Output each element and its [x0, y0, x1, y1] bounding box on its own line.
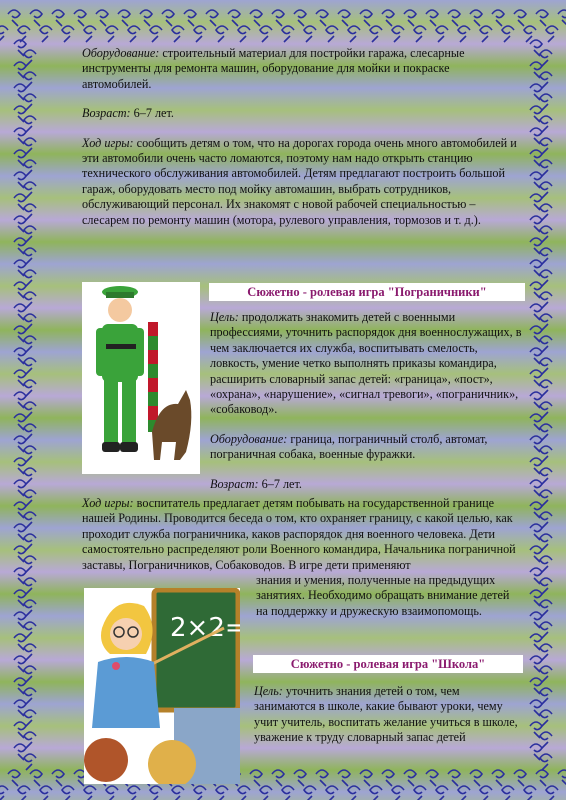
page-text [82, 46, 522, 228]
ornament-curl [530, 436, 542, 452]
ornament-curl [540, 358, 552, 374]
ornament-curl [238, 786, 250, 800]
ornament-curl [14, 84, 26, 100]
ornament-curl [540, 72, 552, 88]
ornament-curl [172, 786, 184, 800]
ornament-curl [348, 26, 360, 42]
border-guards-side-text [210, 310, 522, 492]
ornament-curl [14, 722, 26, 738]
ornament-curl [14, 282, 26, 298]
ornament-curl [348, 786, 360, 800]
ornament-curl [14, 678, 26, 694]
ornament-curl [14, 524, 26, 540]
ornament-curl [24, 314, 36, 330]
ornament-curl [458, 786, 470, 800]
ornament-curl [118, 10, 130, 26]
ornament-curl [458, 26, 470, 42]
ornament-curl [14, 458, 26, 474]
course-paragraph-2-cont: знания и умения, полученные на предыдущих занятиях. Необходимо обращать внимание детей на поддержку и дружескую взаимопомощь. [256, 573, 510, 618]
ornament-curl [524, 786, 536, 800]
ornament-curl [326, 786, 338, 800]
ornament-curl [24, 710, 36, 726]
ornament-curl [8, 770, 20, 786]
ornament-curl [540, 94, 552, 110]
ornament-curl [492, 10, 504, 26]
ornament-curl [24, 292, 36, 308]
ornament-curl [530, 678, 542, 694]
ornament-curl [470, 10, 482, 26]
ornament-curl [540, 314, 552, 330]
ornament-curl [530, 326, 542, 342]
ornament-curl [14, 348, 26, 364]
ornament-curl [414, 786, 426, 800]
ornament-curl [14, 480, 26, 496]
title-school: Сюжетно - ролевая игра "Школа" [253, 655, 523, 673]
ornament-curl [540, 512, 552, 528]
ornament-curl [24, 160, 36, 176]
ornament-curl [370, 26, 382, 42]
ornament-curl [540, 402, 552, 418]
ornament-curl [530, 304, 542, 320]
ornament-curl [540, 204, 552, 220]
ornament-curl [530, 128, 542, 144]
ornament-curl [14, 150, 26, 166]
ornament-curl [540, 116, 552, 132]
ornament-curl [96, 10, 108, 26]
ornament-curl [530, 40, 542, 56]
ornament-curl [426, 770, 438, 786]
ornament-curl [530, 524, 542, 540]
course-paragraph-2: Ход игры: воспитатель предлагает детям побывать на государственной границе нашей Родины. Проводится беседа о том, кто охраняет границу, с какой целью, как проходит служба пограничника, каков распорядок дня военного человека. Дети самостоятельно распределяют роли Военного командира, Начальника пограничной заставы, Пограничников, Собаководов. В игре дети применяют [82, 496, 516, 572]
ornament-curl [540, 424, 552, 440]
ornament-curl [14, 62, 26, 78]
ornament-curl [514, 770, 526, 786]
ornament-curl [282, 786, 294, 800]
ornament-curl [260, 26, 272, 42]
ornament-curl [24, 380, 36, 396]
ornament-curl [14, 326, 26, 342]
ornament-curl [14, 194, 26, 210]
ornament-curl [52, 10, 64, 26]
ornament-curl [540, 622, 552, 638]
ornament-curl [540, 182, 552, 198]
ornament-curl [540, 534, 552, 550]
ornament-curl [24, 204, 36, 220]
ornament-curl [150, 786, 162, 800]
ornament-curl [304, 786, 316, 800]
ornament-curl [448, 770, 460, 786]
ornament-curl [530, 392, 542, 408]
ornament-curl [24, 534, 36, 550]
ornament-curl [540, 732, 552, 748]
ornament-curl [294, 770, 306, 786]
ornament-curl [294, 10, 306, 26]
ornament-curl [184, 10, 196, 26]
ornament-curl [272, 770, 284, 786]
ornament-curl [540, 50, 552, 66]
ornament-curl [540, 292, 552, 308]
ornament-curl [24, 72, 36, 88]
ornament-curl [530, 700, 542, 716]
ornament-curl [540, 138, 552, 154]
ornament-curl [530, 348, 542, 364]
ornament-curl [530, 370, 542, 386]
ornament-curl [540, 754, 552, 770]
ornament-curl [414, 26, 426, 42]
ornament-curl [492, 770, 504, 786]
ornament-curl [326, 26, 338, 42]
ornament-curl [14, 414, 26, 430]
age-paragraph-2: Возраст: 6–7 лет. [210, 476, 302, 491]
ornament-curl [382, 10, 394, 26]
ornament-curl [216, 26, 228, 42]
ornament-curl [40, 26, 52, 42]
ornament-curl [140, 10, 152, 26]
ornament-curl [404, 770, 416, 786]
ornament-curl [530, 546, 542, 562]
ornament-curl [14, 260, 26, 276]
ornament-curl [172, 26, 184, 42]
ornament-curl [24, 666, 36, 682]
ornament-curl [540, 336, 552, 352]
ornament-curl [546, 26, 558, 42]
ornament-curl [530, 480, 542, 496]
ornament-curl [540, 380, 552, 396]
ornament-curl [502, 26, 514, 42]
ornament-curl [106, 786, 118, 800]
ornament-curl [558, 10, 566, 26]
ornament-curl [24, 644, 36, 660]
ornament-curl [540, 468, 552, 484]
ornament-curl [24, 600, 36, 616]
ornament-curl [24, 182, 36, 198]
ornament-curl [14, 128, 26, 144]
ornament-curl [14, 304, 26, 320]
ornament-curl [514, 10, 526, 26]
ornament-curl [24, 490, 36, 506]
ornament-curl [238, 26, 250, 42]
ornament-curl [14, 700, 26, 716]
ornament-curl [14, 216, 26, 232]
ornament-curl [540, 600, 552, 616]
ornament-curl [338, 770, 350, 786]
ornament-curl [14, 656, 26, 672]
ornament-curl [392, 26, 404, 42]
ornament-curl [540, 270, 552, 286]
ornament-curl [14, 590, 26, 606]
ornament-curl [24, 248, 36, 264]
ornament-curl [540, 248, 552, 264]
ornament-curl [14, 436, 26, 452]
ornament-curl [540, 446, 552, 462]
ornament-curl [250, 770, 262, 786]
ornament-curl [470, 770, 482, 786]
ornament-curl [24, 622, 36, 638]
ornament-curl [524, 26, 536, 42]
ornament-curl [24, 270, 36, 286]
ornament-curl [14, 744, 26, 760]
ornament-curl [540, 644, 552, 660]
ornament-curl [24, 446, 36, 462]
ornament-curl [14, 546, 26, 562]
ornament-curl [448, 10, 460, 26]
ornament-curl [304, 26, 316, 42]
ornament-curl [480, 786, 492, 800]
ornament-curl [558, 770, 566, 786]
ornament-curl [546, 786, 558, 800]
title-border-guards: Сюжетно - ролевая игра "Пограничники" [209, 283, 525, 301]
ornament-curl [530, 260, 542, 276]
ornament-curl [530, 172, 542, 188]
ornament-curl [14, 238, 26, 254]
ornament-curl [40, 786, 52, 800]
ornament-curl [540, 710, 552, 726]
ornament-curl [24, 754, 36, 770]
ornament-curl [150, 26, 162, 42]
ornament-curl [360, 770, 372, 786]
ornament-curl [360, 10, 372, 26]
ornament-curl [14, 40, 26, 56]
ornament-curl [530, 568, 542, 584]
equipment-paragraph-1: Оборудование: строительный материал для постройки гаража, слесарные инструменты для ремонта машин, оборудование для мойки и покраске автомобилей. [82, 46, 465, 91]
ornament-curl [128, 26, 140, 42]
ornament-curl [84, 786, 96, 800]
ornament-curl [250, 10, 262, 26]
ornament-curl [24, 94, 36, 110]
ornament-curl [530, 282, 542, 298]
ornament-curl [24, 732, 36, 748]
ornament-curl [338, 10, 350, 26]
ornament-curl [530, 590, 542, 606]
goal-paragraph-2: Цель: продолжать знакомить детей с военными профессиями, уточнить распорядок дня военнослужащих, в чем заключается их служба, воспитывать смелость, ловкость, умение четко выполнять приказы командира, расширить словарный запас детей: «граница», «пост», «охрана», «нарушение», «сигнал тревоги», «пограничник», «собаковод». [210, 310, 522, 417]
ornament-curl [530, 84, 542, 100]
ornament-curl [24, 116, 36, 132]
ornament-curl [530, 612, 542, 628]
ornament-curl [436, 786, 448, 800]
ornament-curl [30, 770, 42, 786]
age-paragraph-1: Возраст: 6–7 лет. [82, 106, 174, 121]
ornament-curl [480, 26, 492, 42]
ornament-curl [24, 402, 36, 418]
ornament-curl [24, 336, 36, 352]
ornament-curl [14, 172, 26, 188]
ornament-curl [370, 786, 382, 800]
ornament-curl [14, 106, 26, 122]
border-guard-illustration [82, 282, 200, 474]
ornament-curl [316, 10, 328, 26]
ornament-curl [530, 502, 542, 518]
ornament-curl [382, 770, 394, 786]
ornament-curl [52, 770, 64, 786]
board-text: 2×2= [170, 613, 240, 643]
ornament-curl [540, 666, 552, 682]
ornament-curl [530, 150, 542, 166]
goal-paragraph-3: Цель: уточнить знания детей о том, чем занимаются в школе, какие бывают уроки, чему учит учитель, воспитать желание учиться в школе, уважение к труду словарный запас детей [254, 684, 518, 745]
ornament-curl [260, 786, 272, 800]
ornament-curl [14, 634, 26, 650]
ornament-curl [530, 634, 542, 650]
ornament-curl [162, 10, 174, 26]
ornament-curl [530, 656, 542, 672]
ornament-curl [392, 786, 404, 800]
ornament-curl [530, 722, 542, 738]
ornament-curl [24, 468, 36, 484]
ornament-curl [540, 578, 552, 594]
ornament-curl [530, 62, 542, 78]
ornament-curl [14, 612, 26, 628]
ornament-curl [404, 10, 416, 26]
ornament-curl [540, 226, 552, 242]
school-goal-text [254, 684, 522, 746]
ornament-curl [216, 786, 228, 800]
ornament-curl [530, 414, 542, 430]
ornament-curl [18, 786, 30, 800]
ornament-curl [282, 26, 294, 42]
ornament-curl [530, 194, 542, 210]
ornament-curl [194, 26, 206, 42]
ornament-curl [530, 744, 542, 760]
ornament-curl [14, 370, 26, 386]
ornament-curl [24, 226, 36, 242]
ornament-curl [536, 10, 548, 26]
ornament-curl [8, 10, 20, 26]
ornament-curl [14, 568, 26, 584]
teacher-illustration [84, 588, 240, 784]
ornament-curl [24, 556, 36, 572]
ornament-curl [0, 26, 8, 42]
ornament-curl [540, 556, 552, 572]
ornament-curl [84, 26, 96, 42]
ornament-curl [536, 770, 548, 786]
ornament-curl [502, 786, 514, 800]
ornament-curl [24, 424, 36, 440]
ornament-curl [540, 688, 552, 704]
ornament-curl [30, 10, 42, 26]
ornament-curl [206, 10, 218, 26]
ornament-curl [316, 770, 328, 786]
ornament-curl [194, 786, 206, 800]
ornament-curl [24, 688, 36, 704]
ornament-curl [436, 26, 448, 42]
equipment-paragraph-2: Оборудование: граница, пограничный столб, автомат, пограничная собака, военные фуражки. [210, 431, 488, 462]
ornament-curl [228, 10, 240, 26]
ornament-curl [18, 26, 30, 42]
ornament-curl [0, 786, 8, 800]
ornament-curl [530, 238, 542, 254]
ornament-curl [74, 10, 86, 26]
ornament-curl [62, 26, 74, 42]
ornament-curl [14, 392, 26, 408]
course-paragraph-1: Ход игры: сообщить детям о том, что на дорогах города очень много автомобилей и эти автомобили очень часто ломаются, поэтому нам надо открыть станцию технического обслуживания автомобилей. Детям предлагают построить большой гараж, оборудовать место под мойку автомашин, выбрать сотрудников, обслуживающий персонал. Их знакомят с новой рабочей специальностью – слесарем по ремонту машин (мотора, рулевого управления, тормозов и т. д.). [82, 135, 517, 227]
ornament-curl [530, 106, 542, 122]
ornament-curl [24, 50, 36, 66]
ornament-curl [14, 502, 26, 518]
ornament-curl [24, 138, 36, 154]
ornament-curl [530, 216, 542, 232]
ornament-curl [24, 512, 36, 528]
ornament-curl [272, 10, 284, 26]
ornament-curl [530, 458, 542, 474]
ornament-curl [24, 358, 36, 374]
ornament-curl [128, 786, 140, 800]
ornament-curl [426, 10, 438, 26]
ornament-curl [540, 490, 552, 506]
ornament-curl [106, 26, 118, 42]
ornament-curl [540, 160, 552, 176]
ornament-curl [62, 786, 74, 800]
ornament-curl [24, 578, 36, 594]
